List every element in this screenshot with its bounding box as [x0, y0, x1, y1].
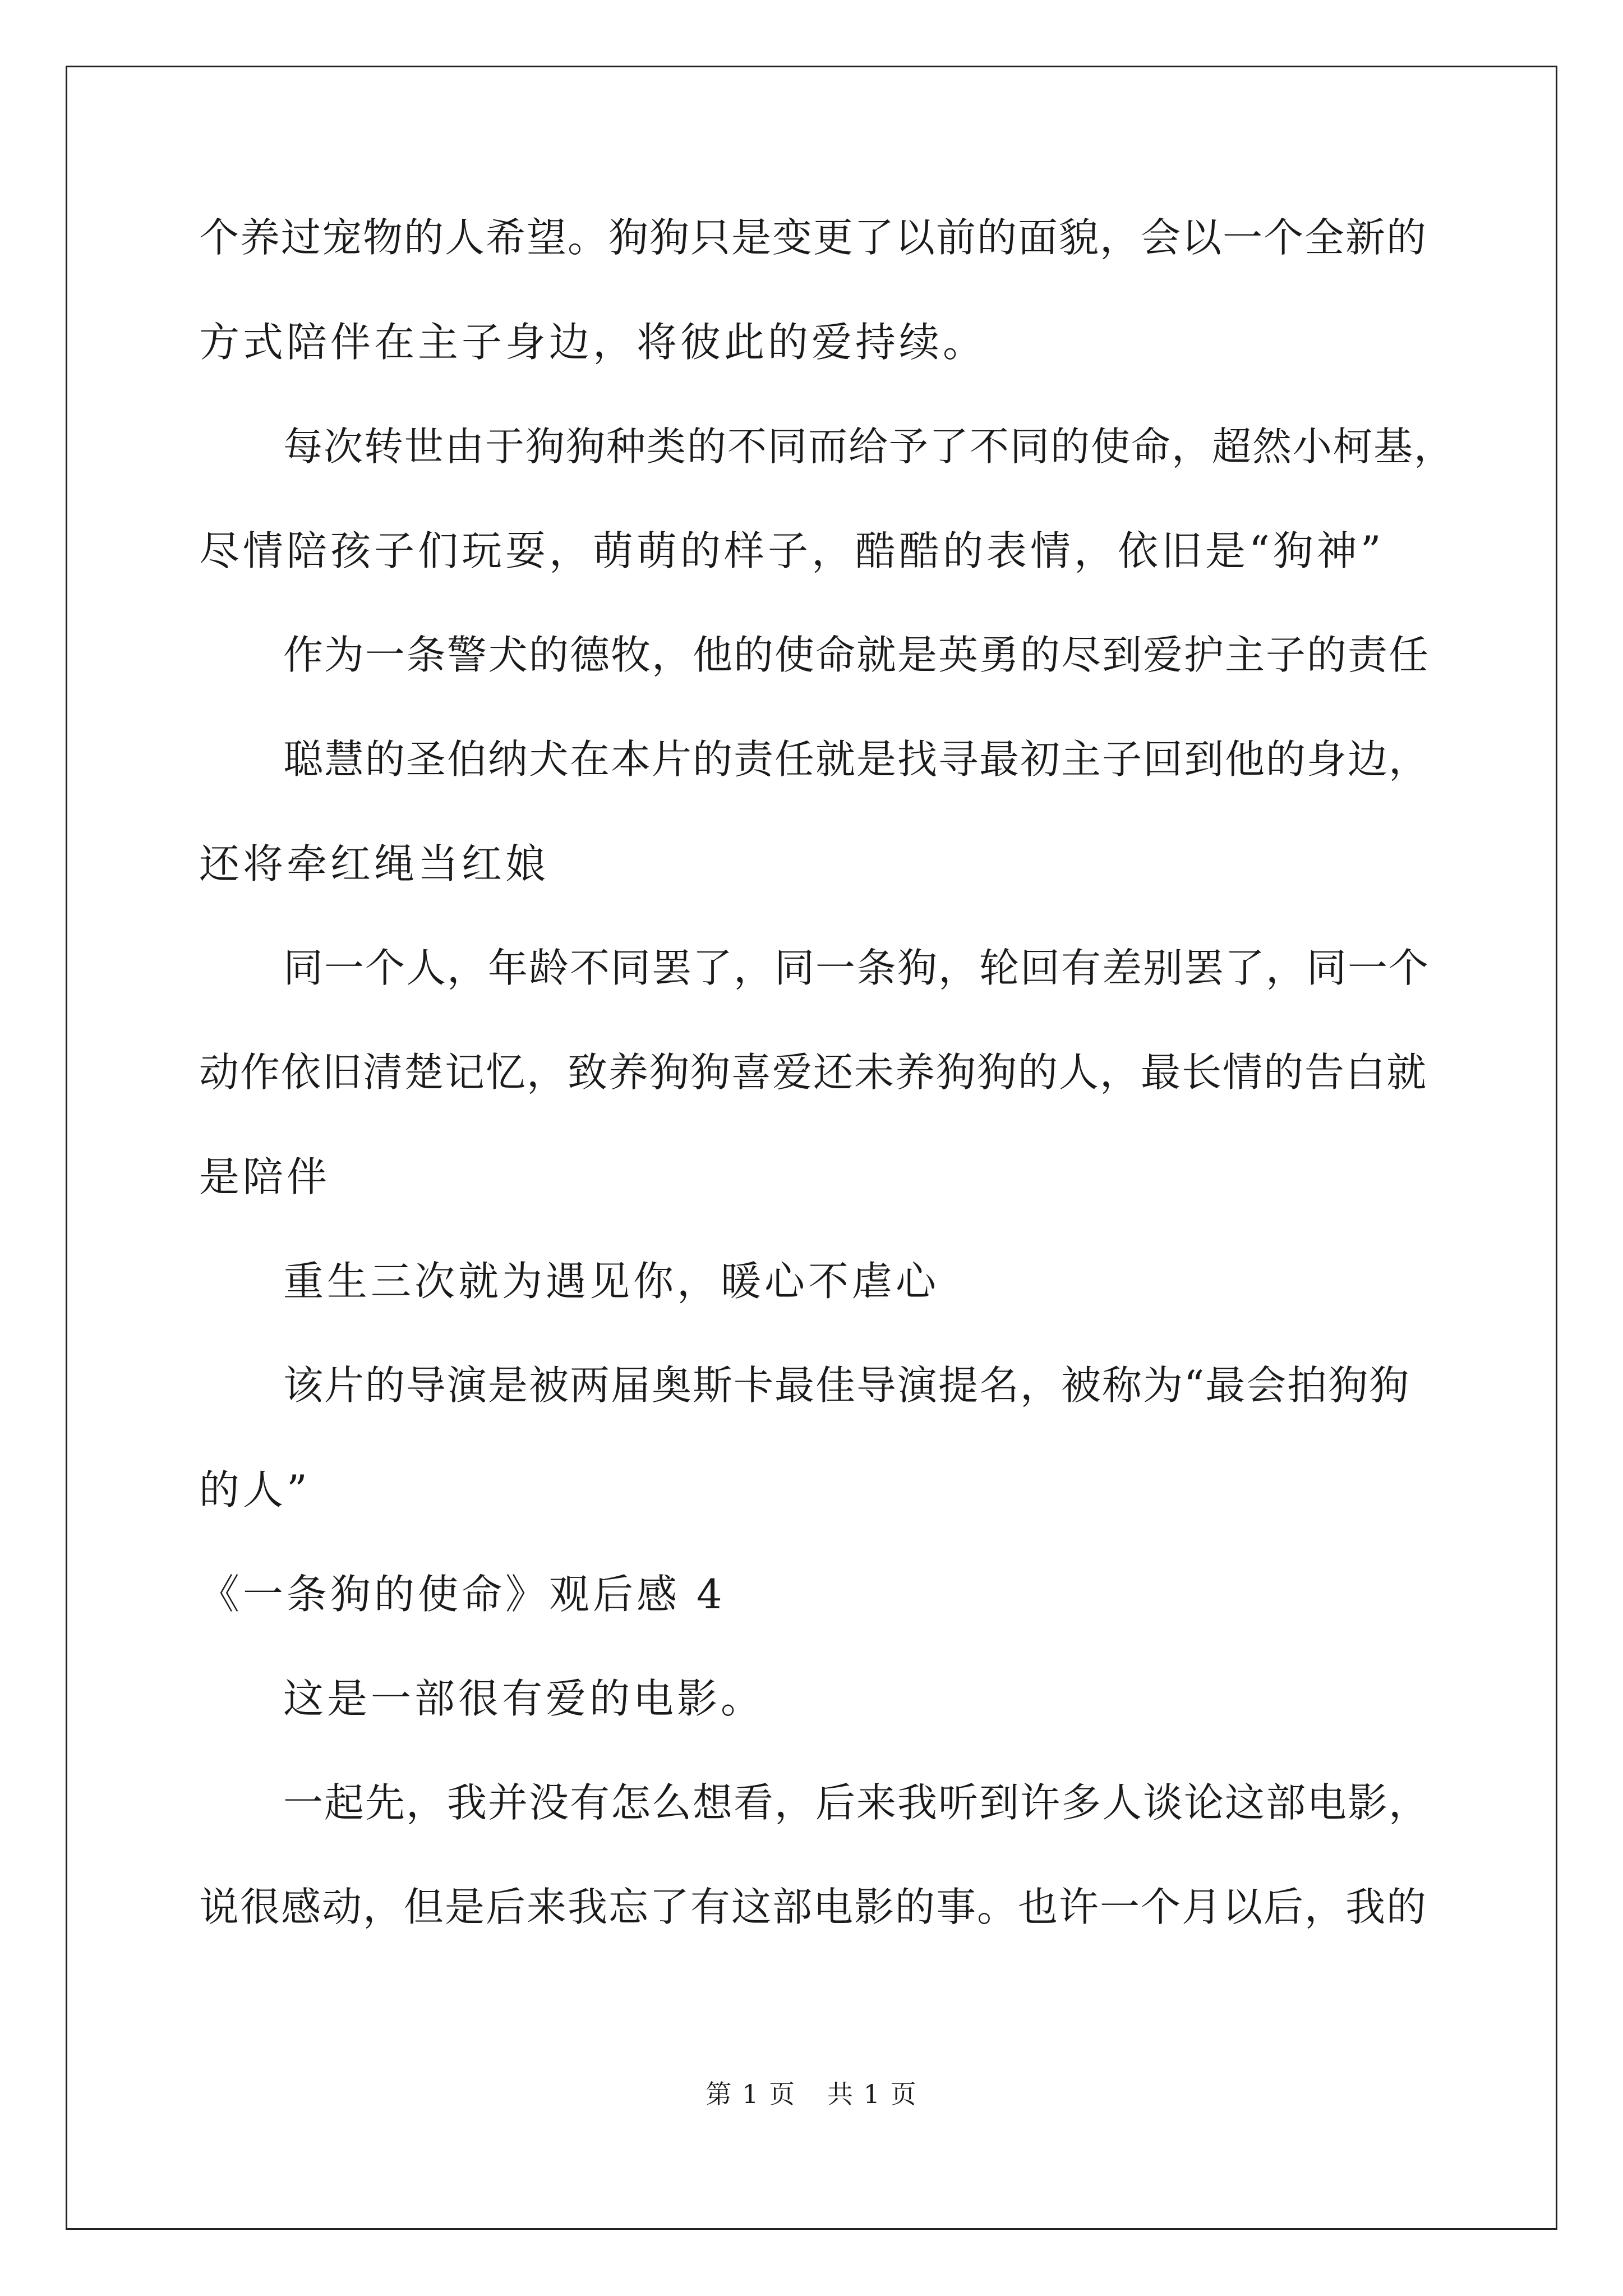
paragraph-line: 一起先，我并没有怎么想看，后来我听到许多人谈论这部电影，: [283, 1779, 1430, 1826]
page-number-total: 共 1 页: [827, 2079, 917, 2109]
document-body: [199, 214, 1461, 1991]
paragraph-line: 方式陪伴在主子身边，将彼此的爱持续。: [199, 319, 987, 366]
section-heading: 《一条狗的使命》观后感 4: [199, 1571, 726, 1618]
page-number-current: 第 1 页: [706, 2079, 796, 2109]
paragraph-line: 动作依旧清楚记忆，致养狗狗喜爱还未养狗狗的人，最长情的告白就: [199, 1049, 1428, 1096]
page-footer: [0, 2081, 1623, 2107]
paragraph-line: 作为一条警犬的德牧，他的使命就是英勇的尽到爱护主子的责任: [283, 632, 1430, 678]
paragraph-line: 这是一部很有爱的电影。: [283, 1675, 765, 1722]
paragraph-line: 该片的导演是被两届奥斯卡最佳导演提名，被称为“最会拍狗狗: [283, 1362, 1410, 1409]
paragraph-line: 聪慧的圣伯纳犬在本片的责任就是找寻最初主子回到他的身边，: [283, 736, 1430, 783]
paragraph-line: 重生三次就为遇见你，暖心不虐心: [283, 1258, 940, 1305]
paragraph-line: 还将牵红绳当红娘: [199, 840, 550, 887]
paragraph-line: 说很感动，但是后来我忘了有这部电影的事。也许一个月以后，我的: [199, 1884, 1428, 1930]
paragraph-line: 的人”: [199, 1466, 311, 1513]
paragraph-line: 个养过宠物的人希望。狗狗只是变更了以前的面貌，会以一个全新的: [199, 214, 1428, 261]
paragraph-line: 尽情陪孩子们玩耍，萌萌的样子，酷酷的表情，依旧是“狗神”: [199, 527, 1385, 574]
paragraph-line: 每次转世由于狗狗种类的不同而给予了不同的使命，超然小柯基，: [283, 424, 1454, 470]
paragraph-line: 同一个人，年龄不同罢了，同一条狗，轮回有差别罢了，同一个: [283, 945, 1430, 991]
paragraph-line: 是陪伴: [199, 1153, 331, 1200]
